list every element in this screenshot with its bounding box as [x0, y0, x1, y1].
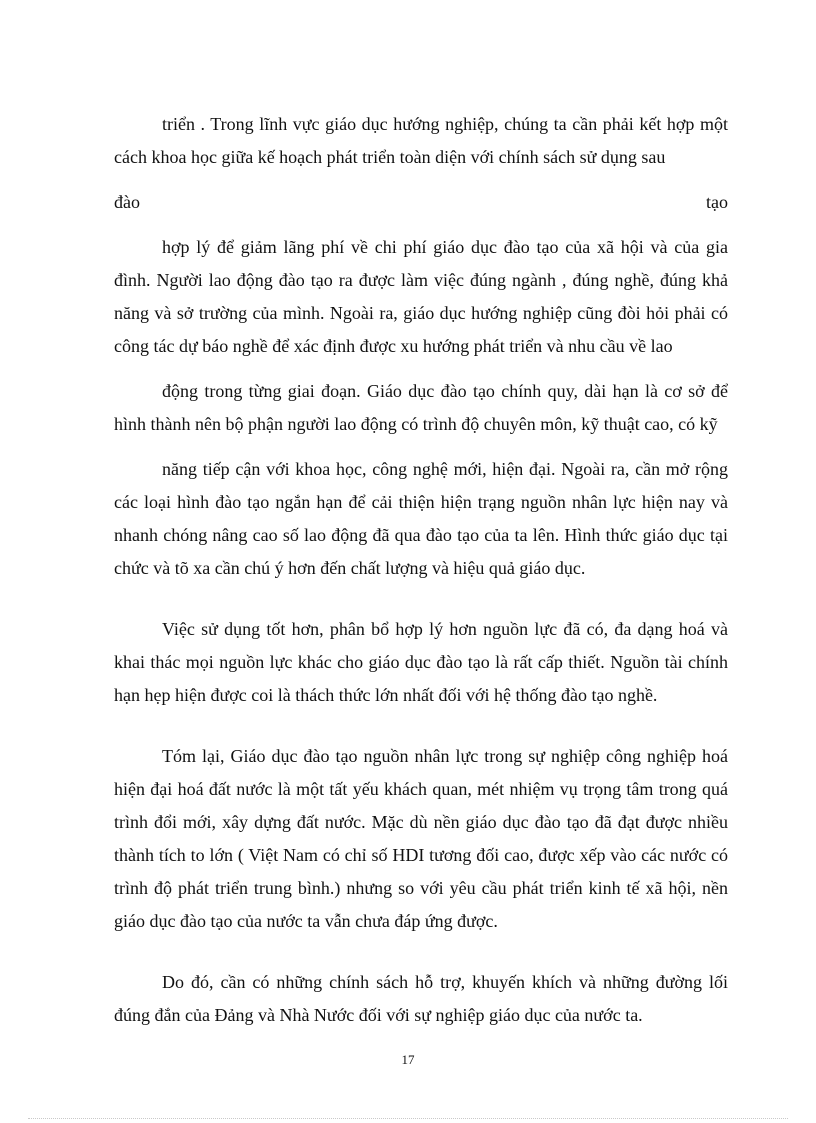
body-text	[114, 108, 728, 1044]
paragraph-5: Việc sử dụng tốt hơn, phân bổ hợp lý hơn nguồn lực đã có, đa dạng hoá và khai thác mọi nguồn lực khác cho giáo dục đào tạo là rất cấp thiết. Nguồn tài chính hạn hẹp hiện được coi là thách thức lớn nhất đối với hệ thống đào tạo nghề.	[114, 619, 728, 705]
split-line	[114, 186, 728, 219]
paragraph-3: động trong từng giai đoạn. Giáo dục đào tạo chính quy, dài hạn là cơ sở để hình thành nên bộ phận người lao động có trình độ chuyên môn, kỹ thuật cao, có kỹ	[114, 381, 728, 434]
paragraph-2: hợp lý để giảm lãng phí về chi phí giáo dục đào tạo của xã hội và của gia đình. Người lao động đào tạo ra được làm việc đúng ngành , đúng nghề, đúng khả năng và sở trường của mình. Ngoài ra, giáo dục hướng nghiệp cũng đòi hỏi phải có công tác dự báo nghề để xác định được xu hướng phát triển và nhu cầu về lao	[114, 237, 728, 356]
paragraph-6: Tóm lại, Giáo dục đào tạo nguồn nhân lực trong sự nghiệp công nghiệp hoá hiện đại hoá đất nước là một tất yếu khách quan, mét nhiệm vụ trọng tâm trong quá trình đổi mới, xây dựng đất nước. Mặc dù nền giáo dục đào tạo đã đạt được nhiều thành tích to lớn ( Việt Nam có chỉ số HDI tương đối cao, được xếp vào các nước có trình độ phát triển trung bình.) nhưng so với yêu cầu phát triển kinh tế xã hội, nền giáo dục đào tạo của nước ta vẫn chưa đáp ứng được.	[114, 746, 728, 931]
paragraph-7: Do đó, cần có những chính sách hỗ trợ, khuyến khích và những đường lối đúng đắn của Đảng và Nhà Nước đối với sự nghiệp giáo dục của nước ta.	[114, 972, 728, 1025]
split-word-left: đào	[114, 192, 140, 212]
bottom-divider	[28, 1118, 788, 1119]
paragraph-1: triển . Trong lĩnh vực giáo dục hướng nghiệp, chúng ta cần phải kết hợp một cách khoa học giữa kế hoạch phát triển toàn diện với chính sách sử dụng sau	[114, 114, 728, 167]
page-number: 17	[401, 1052, 415, 1067]
split-word-right: tạo	[706, 192, 728, 212]
paragraph-4: năng tiếp cận với khoa học, công nghệ mới, hiện đại. Ngoài ra, cần mở rộng các loại hình đào tạo ngắn hạn để cải thiện hiện trạng nguồn nhân lực hiện nay và nhanh chóng nâng cao số lao động đã qua đào tạo của ta lên. Hình thức giáo dục tại chức và tõ xa cần chú ý hơn đến chất lượng và hiệu quả giáo dục.	[114, 459, 728, 578]
